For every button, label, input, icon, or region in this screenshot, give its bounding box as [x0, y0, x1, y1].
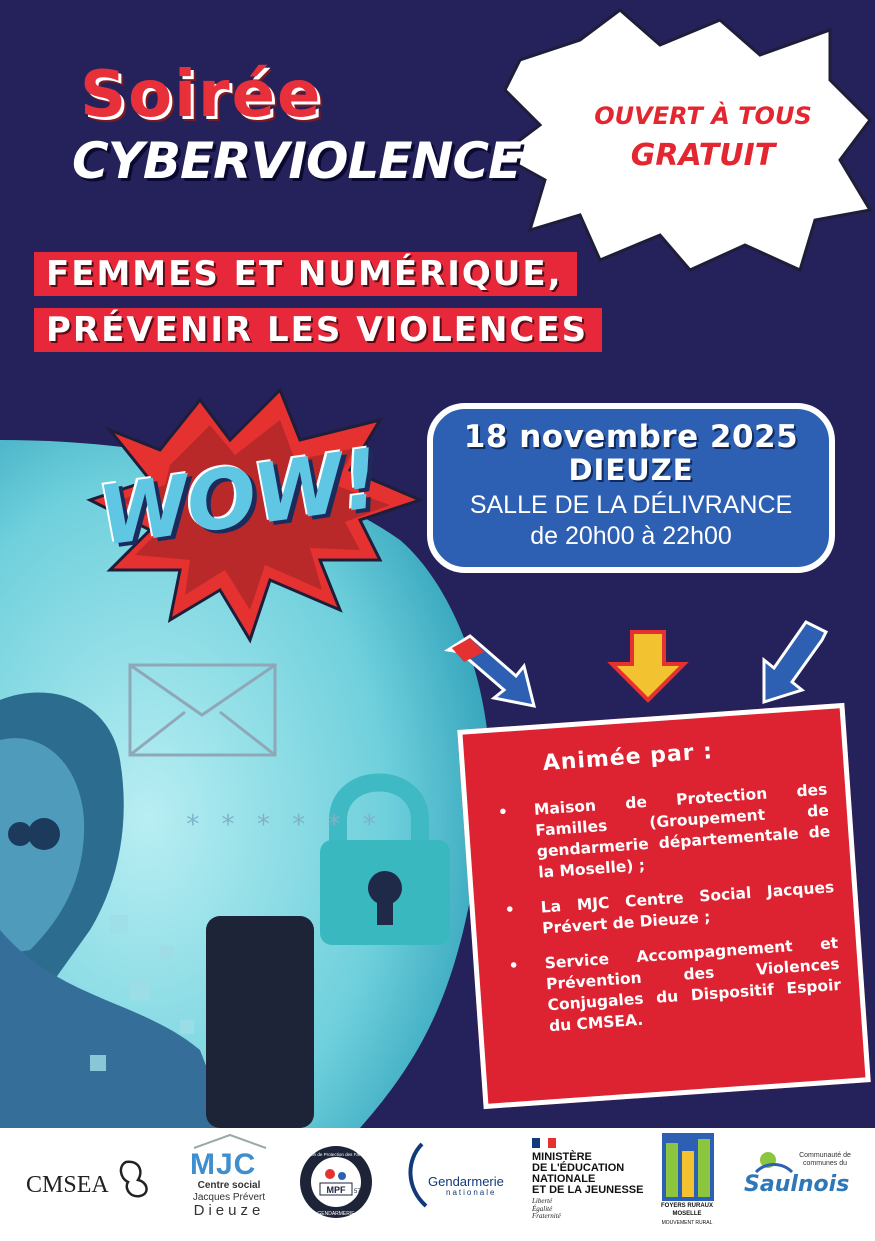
cmsea-logo: CMSEA: [26, 1172, 109, 1198]
arrow-right-icon: [764, 622, 826, 702]
title-cyberviolence: CYBERVIOLENCE: [72, 132, 522, 190]
organizers-list: [487, 779, 844, 1054]
foyers-line3: MOUVEMENT RURAL: [661, 1220, 713, 1226]
ministere-line3: NATIONALE: [532, 1173, 596, 1185]
ouvert-a-tous-label: OUVERT À TOUS: [594, 102, 812, 130]
mpf-name: MPF: [326, 1185, 346, 1195]
saulnois-sub2: communes du: [803, 1160, 847, 1167]
motto-fraternite: Fraternité: [532, 1212, 561, 1220]
marianne-icon: [532, 1136, 558, 1150]
gendarmerie-swoosh-icon: [404, 1140, 428, 1210]
mjc-line3: Dieuze: [193, 1202, 265, 1219]
saulnois-subtitle: [795, 1152, 855, 1168]
mjc-line2: Jacques Prévert: [192, 1192, 266, 1203]
wow-text: WOW!: [92, 431, 384, 565]
saulnois-name: Saulnois: [744, 1172, 850, 1197]
ministere-name: [532, 1152, 652, 1196]
saulnois-sub1: Communauté de: [799, 1152, 851, 1159]
foyers-ruraux-logo: [662, 1133, 714, 1201]
mpf57-logo: [298, 1132, 374, 1232]
subtitle-line1: FEMMES ET NUMÉRIQUE,: [34, 252, 577, 296]
organizers-box: [457, 703, 871, 1109]
smartphone: [206, 916, 314, 1128]
title-soiree: Soirée: [80, 58, 323, 132]
mpf-bottom-text: GENDARMERIE: [317, 1211, 355, 1217]
organizer-item: • La MJC Centre Social Jacques Prévert de Dieuze ;: [494, 877, 836, 943]
organizer-item: • Maison de Protection des Familles (Groupement de gendarmerie départementale de la Moselle) ;: [487, 779, 832, 887]
event-info-box: [427, 403, 835, 573]
gratuit-label: GRATUIT: [630, 138, 776, 173]
event-time: de 20h00 à 22h00: [530, 522, 732, 550]
ministere-line2: DE L'ÉDUCATION: [532, 1162, 625, 1174]
ministere-line4: ET DE LA JEUNESSE: [532, 1184, 644, 1196]
mpf-num: 57: [354, 1189, 361, 1195]
mjc-line1: Centre social: [197, 1180, 261, 1191]
mpf-ring-text: Maison de Protection des Familles: [301, 1152, 371, 1157]
ministere-line1: MINISTÈRE: [532, 1151, 592, 1163]
gendarmerie-sub: nationale: [446, 1188, 497, 1197]
event-city: DIEUZE: [568, 453, 694, 487]
arrow-down-icon: [612, 632, 684, 700]
organizers-heading: Animée par :: [541, 739, 714, 777]
foyers-line2: MOSELLE: [672, 1211, 702, 1217]
motto-liberte: Liberté: [532, 1197, 553, 1205]
ministere-motto: [532, 1198, 561, 1221]
foyers-line1: FOYERS RURAUX: [660, 1203, 713, 1209]
event-venue: SALLE DE LA DÉLIVRANCE: [469, 491, 793, 519]
event-date: 18 novembre 2025: [463, 419, 799, 455]
cmsea-figure-icon: [118, 1158, 154, 1198]
mjc-logo-name: MJC: [190, 1148, 257, 1181]
password-mask: * * * * * *: [185, 810, 380, 840]
motto-egalite: Égalité: [532, 1204, 553, 1213]
gendarmerie-name: Gendarmerie: [428, 1174, 504, 1189]
organizer-item: • Service Accompagnement et Prévention des Violences Conjugales du Dispositif Espoir du CMSEA.: [498, 933, 843, 1041]
subtitle-line2: PRÉVENIR LES VIOLENCES: [34, 308, 602, 352]
